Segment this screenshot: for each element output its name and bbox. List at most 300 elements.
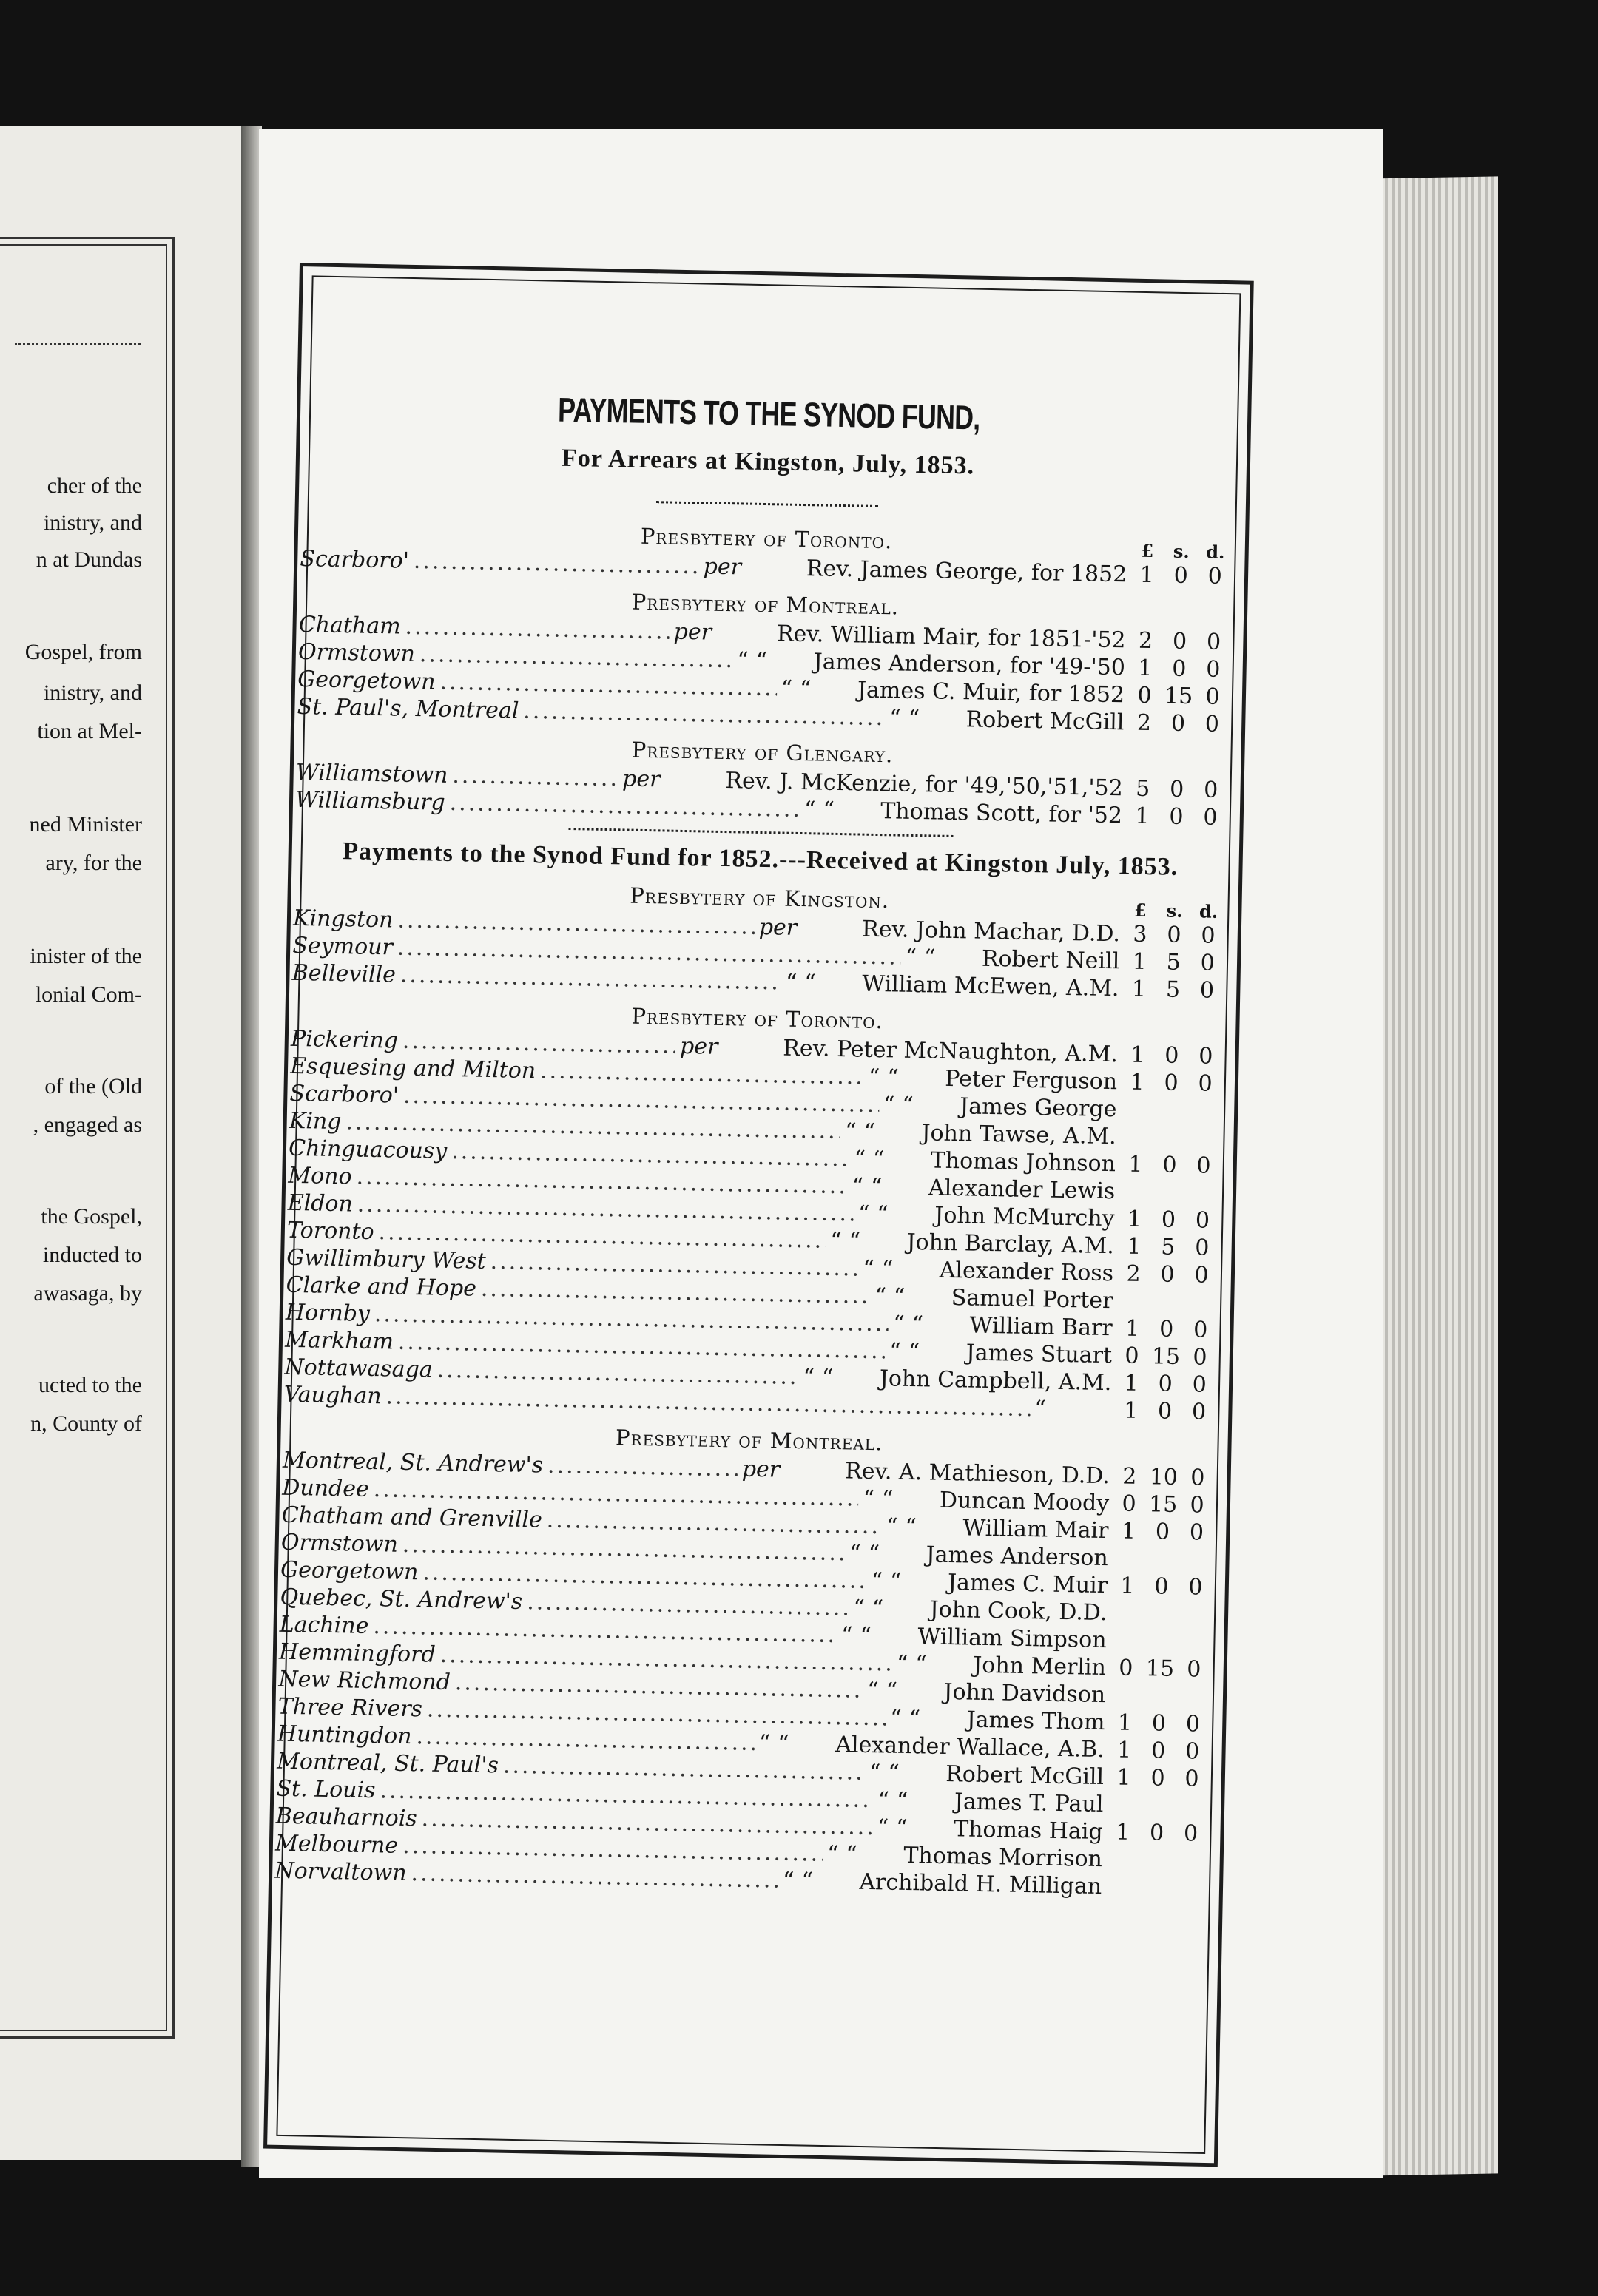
minister-name: John Campbell, A.M. (879, 1365, 1112, 1397)
minister-name: John Cook, D.D. (929, 1596, 1108, 1627)
amount-pounds (1109, 1647, 1143, 1648)
ditto-mark: “ (777, 1730, 789, 1757)
ditto-mark: “ (886, 1064, 899, 1091)
dot-leader (414, 547, 699, 580)
amount-pence: 0 (1196, 1152, 1211, 1179)
payer (877, 1814, 1103, 1846)
congregation-name: Beauharnois (275, 1803, 418, 1832)
payer (877, 1786, 1103, 1818)
per-label: “ (857, 1201, 870, 1227)
ornament-rule (656, 492, 878, 507)
per-label: “ (854, 1146, 866, 1172)
ditto-mark: “ (868, 1540, 880, 1567)
minister-name: James Anderson (926, 1542, 1109, 1572)
amount (1116, 1308, 1218, 1310)
amount-shillings: 15 (1151, 1343, 1181, 1370)
ditto-mark: “ (755, 647, 768, 675)
per-label: “ (896, 1650, 908, 1678)
congregation-name: Williamsburg (294, 786, 446, 816)
amount (1117, 1205, 1220, 1235)
amount-pounds: 2 (1126, 1260, 1142, 1287)
left-line: of the (Old (44, 1074, 142, 1098)
amount-pence: 0 (1190, 1465, 1205, 1491)
minister-name: William Simpson (917, 1624, 1107, 1654)
amount-shillings: 0 (1159, 1316, 1174, 1343)
payer (889, 704, 1125, 736)
amount-pounds: 5 (1135, 775, 1150, 803)
per-label: “ (889, 1338, 902, 1365)
minister-name: Peter Ferguson (944, 1065, 1118, 1095)
amount-shillings (1140, 1812, 1174, 1813)
minister-name: Alexander Ross (939, 1257, 1114, 1287)
amount (1105, 1866, 1207, 1868)
amount-pounds (1110, 1620, 1144, 1621)
amount-shillings: 0 (1171, 655, 1187, 682)
amount-pounds: 0 (1125, 1343, 1139, 1369)
amount-pounds: 1 (1128, 1151, 1143, 1178)
ditto-mark: “ (863, 1118, 876, 1146)
amount (1127, 681, 1230, 711)
per-label: “ (874, 1283, 887, 1310)
left-line: tion at Mel- (37, 719, 142, 743)
arrears-subtitle: For Arrears at Kingston, July, 1853. (561, 444, 975, 480)
per-label: “ (781, 675, 793, 702)
amount-pounds: 1 (1137, 655, 1153, 682)
column-pounds: £ (1133, 899, 1147, 922)
ditto-mark: “ (849, 1228, 861, 1255)
per-label: per (673, 618, 712, 646)
amount-pence: 0 (1193, 1344, 1207, 1371)
amount (1127, 654, 1230, 683)
amount (1122, 975, 1224, 1004)
amount (1115, 1314, 1218, 1344)
per-label: “ (866, 1677, 879, 1704)
congregation-name: Norvaltown (274, 1857, 407, 1887)
presbytery-heading: Presbytery of Toronto. (640, 523, 893, 554)
per-label: “ (1034, 1396, 1046, 1422)
amount-pence: 0 (1186, 1656, 1201, 1683)
amount (1116, 1260, 1219, 1289)
amount-pounds: 1 (1116, 1737, 1132, 1763)
payer (871, 1567, 1108, 1599)
amount (1130, 561, 1233, 590)
payer (863, 1485, 1109, 1517)
left-line: awasaga, by (33, 1281, 142, 1306)
per-label: “ (892, 1311, 905, 1337)
congregation-name: Seymour (292, 932, 394, 961)
congregation-name: Melbourne (274, 1830, 399, 1859)
amount-shillings: 0 (1164, 1042, 1179, 1069)
minister-name: James C. Muir (947, 1570, 1108, 1599)
per-label: “ (844, 1118, 857, 1145)
ditto-mark (719, 640, 777, 641)
amount-pounds: 1 (1125, 1315, 1140, 1342)
amount-shillings (1139, 1894, 1173, 1895)
ditto-mark: “ (881, 1486, 894, 1513)
amount-shillings: 5 (1166, 949, 1181, 976)
amount (1113, 1397, 1216, 1426)
amount-shillings: 0 (1155, 1519, 1170, 1545)
congregation-name: Ormstown (280, 1529, 399, 1558)
left-line: ary, for the (45, 851, 142, 875)
congregation-name: Scarboro' (300, 545, 410, 574)
dot-leader (547, 1452, 738, 1483)
congregation-name: Hornby (285, 1299, 371, 1327)
payer (890, 1705, 1105, 1737)
presbytery-heading: Presbytery of Toronto. (631, 1003, 884, 1034)
per-label: per (758, 914, 798, 941)
congregation-name: Gwillimbury West (286, 1244, 487, 1274)
amount-pence: 0 (1200, 950, 1216, 976)
minister-name: Thomas Johnson (930, 1147, 1116, 1178)
ditto-mark: “ (905, 1513, 917, 1541)
dot-leader (449, 789, 800, 823)
payer (893, 1311, 1113, 1343)
amount-shillings: 0 (1164, 1070, 1179, 1096)
per-label: “ (877, 1787, 890, 1814)
amount-pence: 0 (1189, 1519, 1204, 1546)
congregation-name: Markham (284, 1326, 394, 1355)
minister-name: James Anderson, for '49-'50 (813, 649, 1126, 681)
ditto-mark: “ (846, 1841, 858, 1868)
presbytery-heading: Presbytery of Montreal. (631, 589, 900, 620)
presbytery-heading: Presbytery of Glengary. (631, 737, 894, 768)
left-line: n, County of (30, 1411, 142, 1436)
ditto-mark: “ (893, 1283, 906, 1310)
amount (1105, 1894, 1207, 1896)
ditto-mark: “ (870, 1173, 883, 1201)
amount-pounds: 1 (1124, 1370, 1139, 1397)
congregation-name: Georgetown (297, 666, 436, 695)
left-page-border (0, 237, 175, 2039)
ditto-mark: “ (908, 705, 920, 732)
per-label: “ (889, 705, 902, 732)
congregation-name: Vaughan (283, 1381, 382, 1410)
per-label: “ (849, 1540, 862, 1567)
amount-shillings (1145, 1566, 1179, 1567)
payer (883, 1091, 1117, 1123)
amount-shillings: 0 (1158, 1371, 1173, 1397)
amount (1116, 1232, 1219, 1262)
amount-pounds: 1 (1135, 803, 1150, 830)
minister-name: William Mair (962, 1515, 1109, 1544)
left-line: inistry, and (43, 510, 142, 535)
congregation-name: Georgetown (280, 1556, 419, 1586)
amount-pence: 0 (1203, 777, 1218, 803)
amount-pounds: 0 (1137, 682, 1153, 709)
amount-pounds (1116, 1308, 1150, 1309)
amount (1125, 802, 1228, 831)
amount (1112, 1490, 1215, 1519)
amount-pounds (1108, 1702, 1142, 1703)
minister-name: Rev. William Mair, for 1851-'52 (776, 621, 1126, 654)
payer (889, 1337, 1112, 1369)
left-line: inistry, and (43, 681, 142, 705)
amount-pence: 0 (1206, 629, 1221, 655)
column-pounds: £ (1141, 539, 1154, 562)
congregation-name: Mono (288, 1162, 352, 1190)
amount-shillings: 5 (1160, 1234, 1176, 1260)
ditto-mark: “ (860, 1622, 872, 1650)
per-label: per (621, 766, 661, 793)
payer (886, 1513, 1109, 1544)
amount-pounds: 1 (1123, 1397, 1139, 1424)
amount (1119, 1116, 1221, 1118)
amount-shillings (1152, 1199, 1186, 1200)
amount-pence (1184, 1309, 1218, 1310)
congregation-name: Clarke and Hope (286, 1272, 477, 1302)
ditto-mark (787, 1477, 845, 1478)
per-label: “ (853, 1595, 866, 1621)
amount-shillings: 0 (1157, 1398, 1173, 1425)
amount-pence: 0 (1184, 1766, 1199, 1792)
presbytery-heading: Presbytery of Kingston. (630, 882, 890, 914)
amount-pounds: 1 (1132, 948, 1147, 976)
amount-shillings: 0 (1162, 1152, 1177, 1178)
congregation-name: Quebec, St. Andrew's (280, 1584, 523, 1615)
column-pence: d. (1198, 900, 1218, 922)
amount-pence: 0 (1198, 1043, 1213, 1070)
minister-name: Rev. Peter McNaughton, A.M. (782, 1035, 1119, 1068)
payments-1852 (274, 877, 1226, 1902)
amount-pence: 0 (1194, 1262, 1209, 1289)
minister-name: James Stuart (965, 1340, 1113, 1369)
amount-pence: 0 (1198, 1070, 1213, 1097)
amount-shillings: 0 (1150, 1738, 1166, 1764)
ditto-mark (725, 1054, 783, 1055)
congregation-name: Dundee (282, 1474, 370, 1502)
minister-name: James George (959, 1093, 1117, 1123)
left-page (0, 126, 247, 2160)
amount-pounds (1119, 1116, 1153, 1117)
amount (1122, 948, 1225, 977)
per-label: “ (782, 1867, 795, 1894)
amount-pounds: 0 (1122, 1490, 1137, 1517)
amount (1111, 1517, 1214, 1547)
left-line: inducted to (42, 1243, 142, 1267)
amount-pounds: 3 (1133, 921, 1147, 948)
ditto-mark: “ (889, 1568, 902, 1595)
congregation-name: Lachine (279, 1611, 369, 1640)
per-label: “ (785, 969, 798, 996)
amount-pence: 0 (1188, 1574, 1203, 1601)
amount-pounds: 2 (1136, 709, 1152, 737)
congregation-name: King (289, 1107, 342, 1135)
ditto-mark (804, 935, 862, 936)
ditto-mark: “ (823, 797, 835, 823)
presbytery-heading: Presbytery of Montreal. (615, 1425, 883, 1456)
amount-pounds: 1 (1121, 1518, 1136, 1544)
minister-name: John McMurchy (934, 1202, 1115, 1232)
minister-name: John Tawse, A.M. (921, 1120, 1117, 1150)
amount (1110, 1620, 1212, 1622)
amount (1108, 1709, 1210, 1738)
ditto-mark: “ (803, 970, 817, 996)
per-label: “ (883, 1092, 895, 1118)
amount-pence: 0 (1190, 1492, 1205, 1519)
amount-pence (1178, 1621, 1212, 1622)
left-line: ned Minister (29, 812, 142, 837)
minister-name: John Merlin (973, 1652, 1107, 1681)
amount-shillings: 10 (1149, 1464, 1179, 1490)
amount-pounds: 2 (1138, 627, 1153, 655)
congregation-name: New Richmond (278, 1666, 451, 1696)
amount-pounds: 1 (1139, 561, 1155, 589)
ditto-mark (667, 787, 725, 788)
per-label: “ (868, 1064, 880, 1091)
amount-shillings: 0 (1169, 803, 1184, 830)
amount-pounds: 1 (1127, 1206, 1142, 1232)
amount (1110, 1572, 1213, 1601)
amount (1106, 1812, 1208, 1814)
amount-pence (1187, 1145, 1221, 1146)
amount-pence: 0 (1194, 1235, 1210, 1261)
amount-shillings (1142, 1703, 1176, 1704)
amount (1119, 1150, 1221, 1180)
amount (1107, 1763, 1210, 1793)
amount-shillings: 0 (1149, 1820, 1164, 1846)
congregation-name: Eldon (287, 1189, 354, 1218)
per-label: “ (803, 797, 816, 823)
ditto-mark: “ (872, 1146, 885, 1173)
amount-shillings: 0 (1172, 628, 1187, 655)
amount (1111, 1565, 1213, 1567)
page-title: PAYMENTS TO THE SYNOD FUND, (557, 390, 980, 437)
payments-1852-heading: Payments to the Synod Fund for 1852.---Received at Kingston July, 1853. (342, 837, 1179, 881)
congregation-name: Montreal, St. Andrew's (282, 1447, 544, 1479)
minister-name: Rev. James George, for 1852 (806, 556, 1127, 588)
arrears-payments (295, 517, 1233, 831)
left-line: ucted to the (38, 1373, 142, 1397)
minister-name: Thomas Morrison (903, 1842, 1103, 1873)
congregation-name: Chatham and Grenville (281, 1502, 543, 1533)
congregation-name: Huntingdon (277, 1721, 412, 1750)
amount-shillings (1143, 1648, 1177, 1649)
amount-pence: 0 (1205, 656, 1221, 683)
amount-pounds: 0 (1119, 1655, 1133, 1681)
payer (869, 1759, 1105, 1791)
minister-name: Robert Neill (981, 945, 1120, 975)
amount-pence (1173, 1895, 1207, 1896)
ditto-mark: “ (901, 1092, 914, 1119)
amount-pence: 0 (1183, 1820, 1198, 1847)
amount-shillings: 15 (1164, 683, 1193, 710)
amount (1109, 1647, 1211, 1650)
congregation-name: St. Louis (276, 1775, 376, 1804)
per-label: “ (863, 1485, 875, 1513)
amount (1118, 1198, 1220, 1201)
payer (867, 1677, 1106, 1709)
amount (1120, 1041, 1223, 1070)
amount-pence (1186, 1200, 1220, 1201)
per-label: per (679, 1033, 718, 1060)
amount (1127, 709, 1230, 738)
congregation-name: Belleville (291, 959, 397, 988)
minister-name: Rev. John Machar, D.D. (861, 916, 1121, 948)
ditto-mark: “ (801, 1868, 814, 1894)
congregation-name: St. Paul's, Montreal (297, 693, 519, 724)
minister-name: John Barclay, A.M. (906, 1229, 1115, 1260)
ditto-mark: “ (799, 675, 812, 703)
left-line: inister of the (30, 944, 142, 968)
left-line: cher of the (47, 473, 142, 498)
page-content (274, 385, 1235, 1902)
per-label: per (703, 553, 742, 581)
per-label: “ (826, 1840, 839, 1868)
per-label: “ (877, 1814, 889, 1841)
amount-pence: 0 (1191, 1399, 1207, 1425)
per-label: “ (829, 1227, 842, 1255)
ditto-mark: “ (872, 1596, 884, 1622)
payer (786, 969, 1119, 1003)
congregation-name: Chinguacousy (288, 1135, 448, 1164)
congregation-name: Hemmingford (278, 1638, 436, 1668)
congregation-name: Nottawasaga (284, 1354, 434, 1383)
amount-pence: 0 (1201, 922, 1216, 949)
minister-name: Robert McGill (945, 1761, 1105, 1791)
amount-shillings: 0 (1167, 922, 1181, 948)
amount-pence: 0 (1193, 1317, 1208, 1343)
per-label: “ (889, 1705, 902, 1732)
amount-pounds: 1 (1130, 1069, 1144, 1095)
amount-pence: 0 (1199, 977, 1215, 1004)
ditto-mark: “ (881, 1256, 894, 1283)
congregation-name: Chatham (298, 611, 401, 640)
minister-name: Rev. A. Mathieson, D.D. (844, 1458, 1110, 1490)
column-shillings: s. (1166, 899, 1183, 922)
ditto-mark: “ (908, 1338, 920, 1365)
column-pence: d. (1206, 541, 1225, 563)
minister-name: William McEwen, A.M. (861, 970, 1119, 1002)
ditto-mark: “ (887, 1760, 900, 1786)
congregation-name: Kingston (292, 905, 394, 933)
left-line: , engaged as (33, 1112, 142, 1137)
ditto-mark: “ (877, 1201, 889, 1228)
ditto-mark: “ (923, 945, 936, 971)
congregation-name: Williamstown (295, 759, 448, 789)
amount-pounds: 1 (1120, 1573, 1135, 1599)
minister-name: Archibald H. Milligan (859, 1868, 1102, 1900)
ditto-mark: “ (915, 1651, 928, 1678)
minister-name: James Thom (966, 1706, 1105, 1736)
amount-shillings (1139, 1867, 1173, 1868)
amount-pence (1174, 1813, 1208, 1814)
per-label: “ (886, 1513, 898, 1540)
amount-pence (1177, 1649, 1211, 1650)
congregation-name: Montreal, St. Paul's (276, 1748, 499, 1779)
minister-name: James C. Muir, for 1852 (857, 677, 1125, 709)
minister-name: Samuel Porter (951, 1285, 1113, 1314)
ditto-mark: “ (895, 1814, 908, 1842)
amount-shillings: 0 (1169, 776, 1184, 803)
amount-pence: 0 (1207, 563, 1223, 590)
dot-leader (452, 762, 618, 792)
amount-pence: 0 (1192, 1371, 1207, 1398)
amount (1120, 1068, 1223, 1098)
minister-name: Alexander Lewis (928, 1175, 1116, 1205)
amount (1107, 1736, 1210, 1766)
minister-name: Duncan Moody (939, 1487, 1110, 1517)
left-line: the Gospel, (41, 1204, 142, 1229)
minister-name: Rev. J. McKenzie, for '49,'50,'51,'52 (725, 768, 1124, 802)
congregation-name: Scarboro' (289, 1080, 400, 1109)
amount-pounds: 1 (1116, 1764, 1131, 1791)
per-label: “ (737, 647, 749, 674)
ditto-mark: “ (896, 1787, 908, 1814)
amount-shillings: 0 (1161, 1206, 1176, 1233)
payer (874, 1283, 1113, 1314)
amount-shillings: 0 (1150, 1765, 1165, 1792)
